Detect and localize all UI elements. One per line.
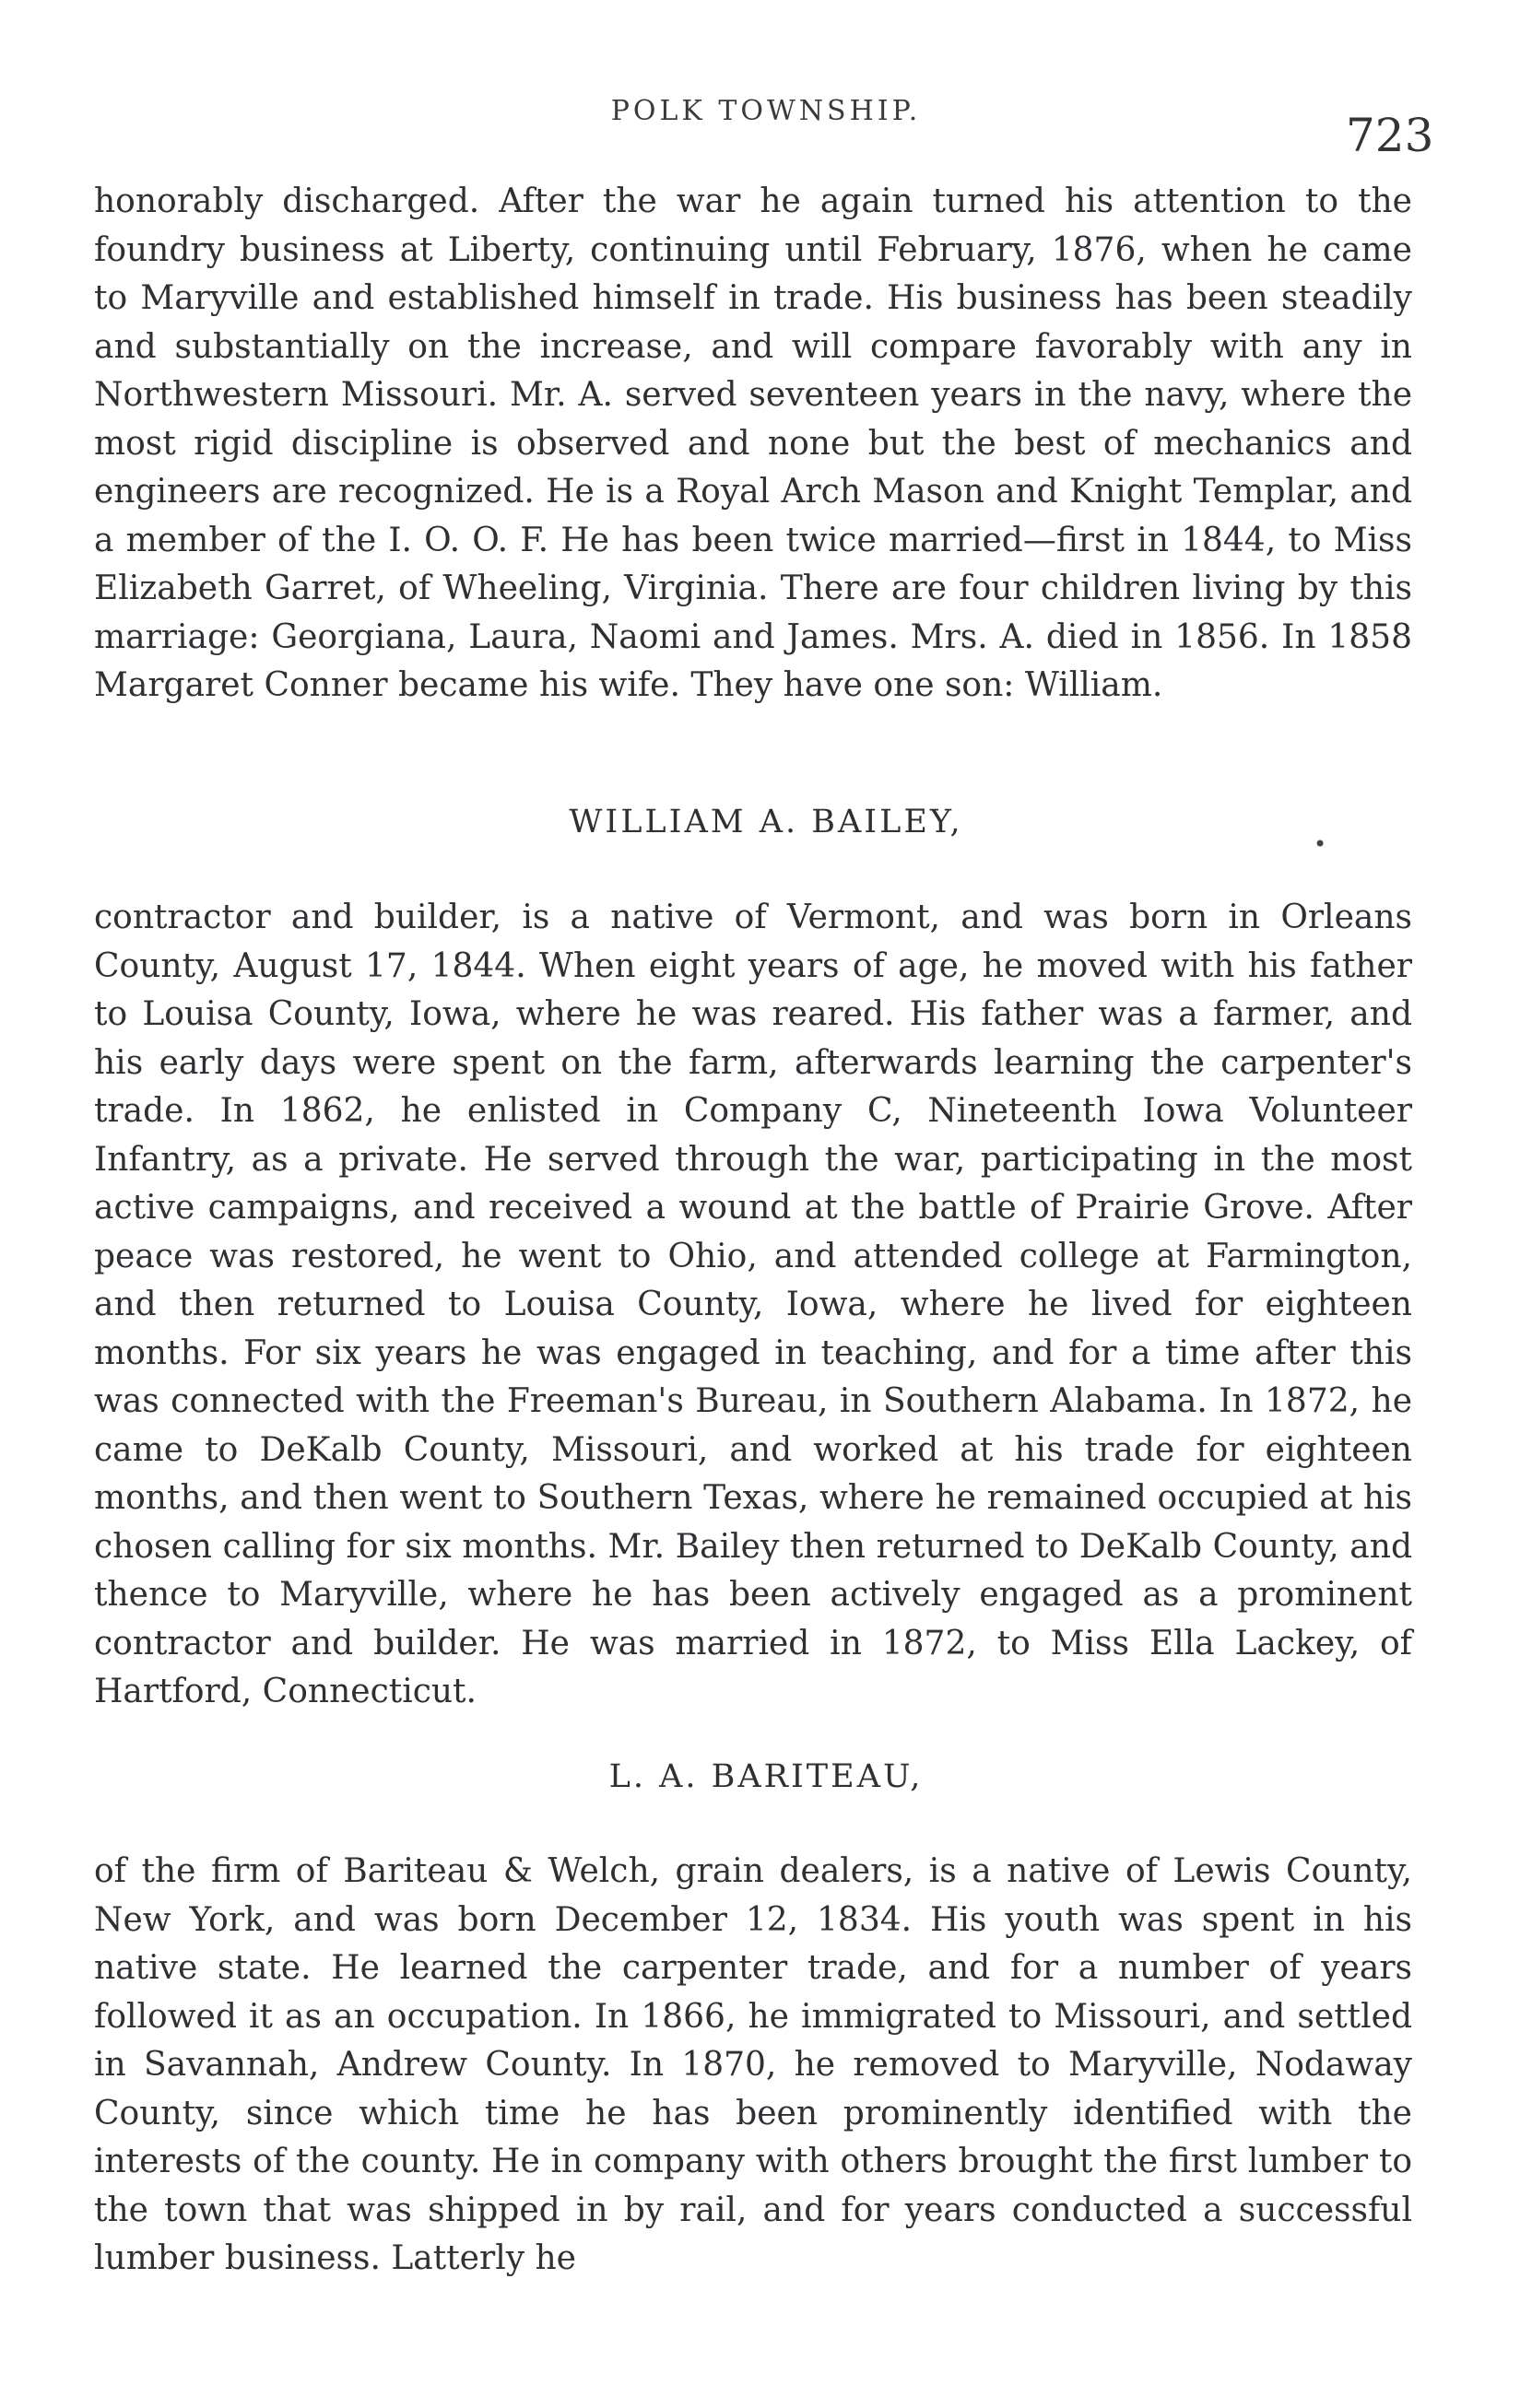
biography-text-bariteau: of the firm of Bariteau & Welch, grain dealers, is a native of Lewis County, New York, and was born December 12, 1834. His youth was spent in his native state. He learned the carpenter trade, and for a number of years followed it as an occupation. In 1866, he immigrated to Missouri, and settled in Savannah, Andrew County. In 1870, he removed to Maryville, Nodaway County, since which time he has been prominently identified with the interests of the county. He in company with others brought the first lumber to the town that was shipped in by rail, and for years conducted a successful lumber business. Latterly he (94, 1852, 1412, 2277)
biography-heading-bailey: WILLIAM A. BAILEY, (569, 804, 963, 840)
running-title: POLK TOWNSHIP. (610, 95, 922, 127)
page-number: 723 (1346, 109, 1434, 162)
paragraph-continuation: honorably discharged. After the war he again turned his attention to the foundry business at Liberty, continuing until February, 1876, when he came to Maryville and established himself in trade. His business has been steadily and substantially on the increase, and will compare favorably with any in Northwestern Missouri. Mr. A. served seventeen years in the navy, where the most rigid discipline is observed and none but the best of mechanics and engineers are recognized. He is a Royal Arch Mason and Knight Templar, and a member of the I. O. O. F. He has been twice married—first in 1844, to Miss Elizabeth Garret, of Wheeling, Virginia. There are four children living by this marriage: Georgiana, Laura, Naomi and James. Mrs. A. died in 1856. In 1858 Margaret Conner became his wife. They have one son: William. (94, 182, 1412, 704)
biography-text-bailey: contractor and builder, is a native of Vermont, and was born in Orleans County, August 17, 1844. When eight years of age, he moved with his father to Louisa County, Iowa, where he was reared. His father was a farmer, and his early days were spent on the farm, afterwards learning the carpenter's trade. In 1862, he enlisted in Company C, Nineteenth Iowa Volunteer Infantry, as a private. He served through the war, participating in the most active campaigns, and received a wound at the battle of Prairie Grove. After peace was restored, he went to Ohio, and attended college at Farmington, and then returned to Louisa County, Iowa, where he lived for eighteen months. For six years he was engaged in teaching, and for a time after this was connected with the Freeman's Bureau, in Southern Alabama. In 1872, he came to DeKalb County, Missouri, and worked at his trade for eighteen months, and then went to Southern Texas, where he remained occupied at his chosen calling for six months. Mr. Bailey then returned to DeKalb County, and thence to Maryville, where he has been actively engaged as a prominent contractor and builder. He was married in 1872, to Miss Ella Lackey, of Hartford, Connecticut. (94, 899, 1412, 1710)
stray-mark: • (1314, 831, 1327, 857)
biography-heading-bariteau: L. A. BARITEAU, (608, 1758, 924, 1795)
